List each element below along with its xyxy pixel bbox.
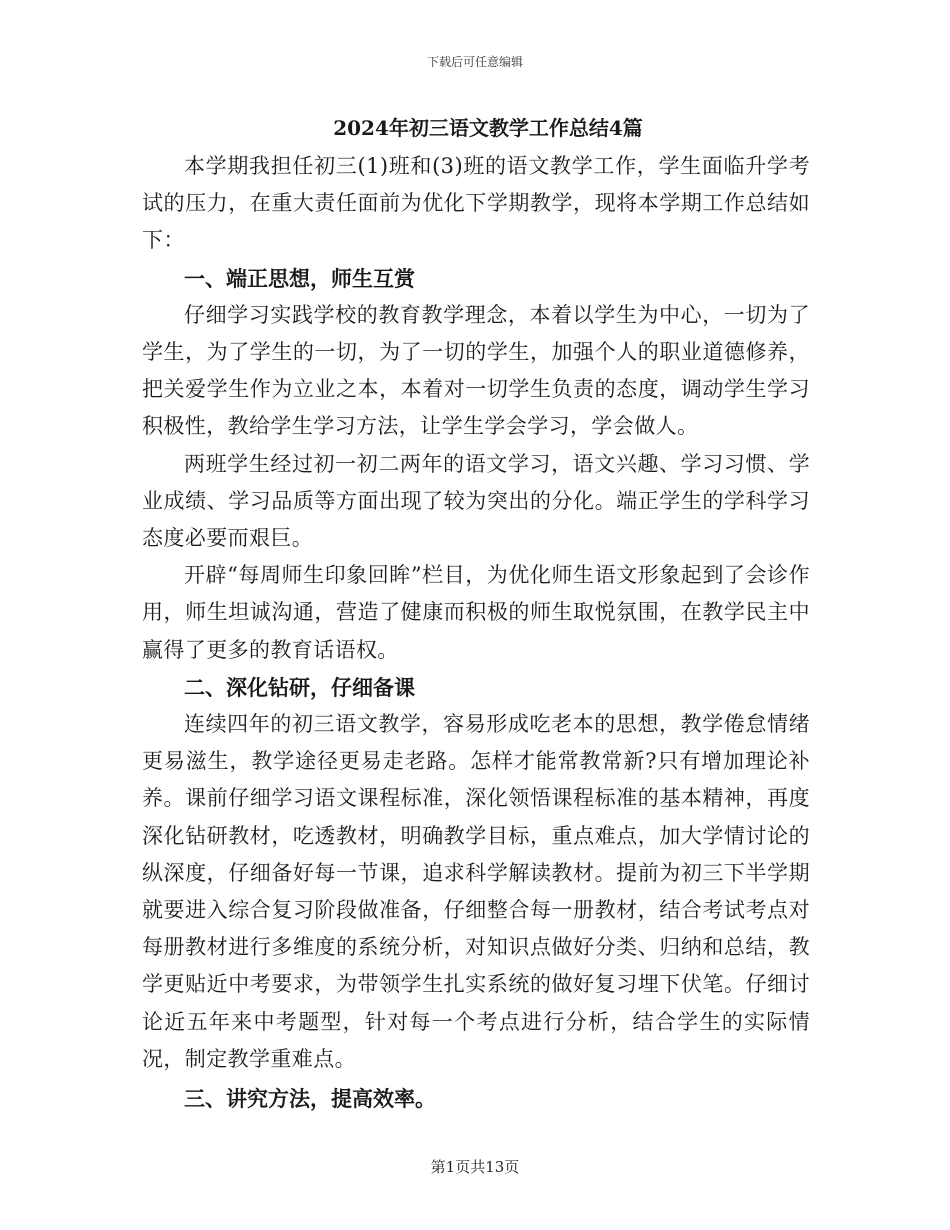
section-2-paragraph-1: 连续四年的初三语文教学，容易形成吃老本的思想，教学倦怠情绪更易滋生，教学途径更易走老路。怎样才能常教常新?只有增加理论补养。课前仔细学习语文课程标准，深化领悟课程标准的基本精神，再度深化钻研教材，吃透教材，明确教学目标，重点难点，加大学情讨论的纵深度，仔细备好每一节课，追求科学解读教材。提前为初三下半学期就要进入综合复习阶段做准备，仔细整合每一册教材，结合考试考点对每册教材进行多维度的系统分析，对知识点做好分类、归纳和总结，教学更贴近中考要求，为带领学生扎实系统的做好复习埋下伏笔。仔细讨论近五年来中考题型，针对每一个考点进行分析，结合学生的实际情况，制定教学重难点。 [142, 712, 810, 1071]
page-footer: 第1页共13页 [430, 1158, 520, 1176]
section-1-paragraph-2: 两班学生经过初一初二两年的语文学习，语文兴趣、学习习惯、学业成绩、学习品质等方面出现了较为突出的分化。端正学生的学科学习态度必要而艰巨。 [142, 451, 810, 551]
header-note: 下载后可任意编辑 [426, 55, 523, 69]
section-1-heading: 一、端正思想，师生互赏 [184, 265, 415, 291]
section-1-paragraph-3: 开辟“每周师生印象回眸”栏目，为优化师生语文形象起到了会诊作用，师生坦诚沟通，营造了健康而积极的师生取悦氛围，在教学民主中赢得了更多的教育话语权。 [142, 563, 810, 662]
intro-paragraph: 本学期我担任初三(1)班和(3)班的语文教学工作，学生面临升学考试的压力，在重大责任面前为优化下学期教学，现将本学期工作总结如下： [142, 154, 810, 253]
document-body [142, 108, 810, 1117]
section-3-heading: 三、讲究方法，提高效率。 [184, 1086, 436, 1112]
document-title: 2024年初三语文教学工作总结4篇 [333, 116, 643, 140]
section-2-heading: 二、深化钻研，仔细备课 [184, 674, 415, 700]
section-1-paragraph-1: 仔细学习实践学校的教育教学理念，本着以学生为中心，一切为了学生，为了学生的一切，为了一切的学生，加强个人的职业道德修养，把关爱学生作为立业之本，本着对一切学生负责的态度，调动学生学习积极性，教给学生学习方法，让学生学会学习，学会做人。 [142, 302, 810, 439]
